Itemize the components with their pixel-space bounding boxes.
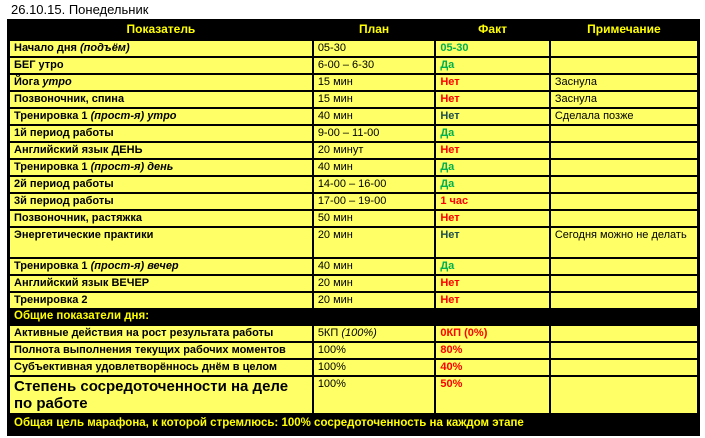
indicator-text: Полнота выполнения текущих рабочих моментов bbox=[14, 343, 286, 356]
table-row bbox=[9, 91, 699, 108]
plan-cell bbox=[313, 74, 436, 91]
note-cell bbox=[550, 210, 699, 227]
plan-cell bbox=[313, 275, 436, 292]
indicator-text: Степень сосредоточенности на деле по работе bbox=[14, 377, 289, 412]
section-row bbox=[9, 309, 699, 325]
indicator-cell bbox=[9, 376, 313, 414]
plan-cell bbox=[313, 91, 436, 108]
fact-cell: Нет bbox=[435, 210, 549, 227]
indicator-text: 2й период работы bbox=[14, 177, 114, 190]
goal-label: Общая цель марафона, к которой стремлюсь: 100% сосредоточенность на каждом этапе bbox=[9, 414, 699, 435]
plan-text: 05-30 bbox=[317, 41, 346, 54]
fact-cell: Нет bbox=[435, 108, 549, 125]
indicator-cell bbox=[9, 275, 313, 292]
plan-text: 100% bbox=[317, 377, 346, 390]
plan-text: 9-00 – 11-00 bbox=[317, 126, 380, 139]
plan-text: 50 мин bbox=[317, 211, 353, 224]
indicator-text: Позвоночник, растяжка bbox=[14, 211, 142, 224]
indicator-cell bbox=[9, 227, 313, 258]
fact-cell: Да bbox=[435, 57, 549, 74]
table-row bbox=[9, 159, 699, 176]
indicator-text: Тренировка 1 bbox=[14, 259, 91, 272]
plan-text: 40 мин bbox=[317, 109, 353, 122]
table-row bbox=[9, 108, 699, 125]
section-label: Общие показатели дня: bbox=[9, 309, 699, 325]
indicator-cell bbox=[9, 176, 313, 193]
table-row bbox=[9, 342, 699, 359]
plan-text: 20 минут bbox=[317, 143, 364, 156]
note-cell bbox=[550, 292, 699, 309]
note-cell bbox=[550, 275, 699, 292]
fact-cell: 0КП (0%) bbox=[435, 325, 549, 342]
table-row bbox=[9, 125, 699, 142]
table-row bbox=[9, 359, 699, 376]
indicator-text: Тренировка 2 bbox=[14, 293, 88, 306]
indicator-cell bbox=[9, 342, 313, 359]
indicator-text: 3й период работы bbox=[14, 194, 114, 207]
col-header-fact: Факт bbox=[435, 21, 549, 40]
indicator-text: Активные действия на рост результата работы bbox=[14, 326, 274, 339]
col-header-plan: План bbox=[313, 21, 436, 40]
plan-text: 20 мин bbox=[317, 293, 353, 306]
note-cell: Сделала позже bbox=[550, 108, 699, 125]
note-cell: Сегодня можно не делать bbox=[550, 227, 699, 258]
indicator-text: БЕГ утро bbox=[14, 58, 64, 71]
plan-cell bbox=[313, 258, 436, 275]
indicator-italic-text: (подъём) bbox=[80, 41, 130, 54]
note-cell bbox=[550, 125, 699, 142]
fact-cell: Нет bbox=[435, 275, 549, 292]
note-cell bbox=[550, 193, 699, 210]
plan-cell bbox=[313, 359, 436, 376]
indicator-cell bbox=[9, 142, 313, 159]
plan-cell bbox=[313, 125, 436, 142]
indicator-italic-text: (прост-я) день bbox=[90, 160, 174, 173]
fact-cell: Да bbox=[435, 125, 549, 142]
plan-text: 100% bbox=[317, 343, 346, 356]
fact-cell: Нет bbox=[435, 227, 549, 258]
table-row bbox=[9, 176, 699, 193]
plan-cell bbox=[313, 176, 436, 193]
indicator-text: Английский язык ВЕЧЕР bbox=[14, 276, 150, 289]
indicator-text: 1й период работы bbox=[14, 126, 114, 139]
page-title: 26.10.15. Понедельник bbox=[11, 2, 149, 17]
table-row bbox=[9, 193, 699, 210]
plan-cell bbox=[313, 376, 436, 414]
note-cell bbox=[550, 142, 699, 159]
indicator-text: Позвоночник, спина bbox=[14, 92, 125, 105]
table-row bbox=[9, 210, 699, 227]
plan-italic-text: (100%) bbox=[341, 326, 377, 339]
table-row bbox=[9, 376, 699, 414]
fact-cell: 05-30 bbox=[435, 40, 549, 57]
plan-cell bbox=[313, 210, 436, 227]
table-header-row bbox=[9, 21, 699, 40]
plan-text: 14-00 – 16-00 bbox=[317, 177, 387, 190]
indicator-text: Тренировка 1 bbox=[14, 109, 91, 122]
fact-cell: Нет bbox=[435, 292, 549, 309]
note-cell bbox=[550, 376, 699, 414]
table-row bbox=[9, 292, 699, 309]
note-cell bbox=[550, 40, 699, 57]
indicator-text: Тренировка 1 bbox=[14, 160, 91, 173]
plan-text: 5КП bbox=[317, 326, 342, 339]
fact-cell: 80% bbox=[435, 342, 549, 359]
indicator-text: Начало дня bbox=[14, 41, 81, 54]
table-row bbox=[9, 57, 699, 74]
note-cell: Заснула bbox=[550, 74, 699, 91]
indicator-cell bbox=[9, 57, 313, 74]
indicator-cell bbox=[9, 292, 313, 309]
plan-text: 100% bbox=[317, 360, 346, 373]
fact-cell: 40% bbox=[435, 359, 549, 376]
indicator-cell bbox=[9, 359, 313, 376]
plan-cell bbox=[313, 159, 436, 176]
col-header-indicator: Показатель bbox=[9, 21, 313, 40]
fact-cell: 1 час bbox=[435, 193, 549, 210]
plan-cell bbox=[313, 142, 436, 159]
plan-cell bbox=[313, 342, 436, 359]
day-table bbox=[7, 19, 700, 436]
goal-row bbox=[9, 414, 699, 435]
table-row bbox=[9, 325, 699, 342]
indicator-cell bbox=[9, 159, 313, 176]
table-row bbox=[9, 227, 699, 258]
note-cell: Заснула bbox=[550, 91, 699, 108]
indicator-cell bbox=[9, 325, 313, 342]
plan-text: 15 мин bbox=[317, 75, 353, 88]
note-cell bbox=[550, 342, 699, 359]
indicator-text: Энергетические практики bbox=[14, 228, 154, 241]
fact-cell: Да bbox=[435, 258, 549, 275]
table-row bbox=[9, 40, 699, 57]
plan-cell bbox=[313, 57, 436, 74]
plan-text: 20 мин bbox=[317, 276, 353, 289]
plan-text: 40 мин bbox=[317, 259, 353, 272]
indicator-cell bbox=[9, 108, 313, 125]
plan-text: 6-00 – 6-30 bbox=[317, 58, 375, 71]
table-row bbox=[9, 275, 699, 292]
fact-cell: Да bbox=[435, 176, 549, 193]
plan-text: 15 мин bbox=[317, 92, 353, 105]
note-cell bbox=[550, 325, 699, 342]
note-cell bbox=[550, 359, 699, 376]
fact-cell: Нет bbox=[435, 142, 549, 159]
indicator-cell bbox=[9, 258, 313, 275]
plan-cell bbox=[313, 325, 436, 342]
indicator-italic-text: (прост-я) утро bbox=[90, 109, 177, 122]
plan-cell bbox=[313, 40, 436, 57]
plan-cell bbox=[313, 227, 436, 258]
plan-text: 17-00 – 19-00 bbox=[317, 194, 387, 207]
table-body bbox=[9, 40, 699, 435]
indicator-cell bbox=[9, 125, 313, 142]
indicator-italic-text: утро bbox=[42, 75, 72, 88]
fact-cell: Нет bbox=[435, 74, 549, 91]
plan-cell bbox=[313, 292, 436, 309]
note-cell bbox=[550, 258, 699, 275]
table-row bbox=[9, 142, 699, 159]
col-header-note: Примечание bbox=[550, 21, 699, 40]
note-cell bbox=[550, 176, 699, 193]
plan-cell bbox=[313, 108, 436, 125]
fact-cell: 50% bbox=[435, 376, 549, 414]
plan-text: 20 мин bbox=[317, 228, 353, 241]
table-row bbox=[9, 258, 699, 275]
plan-cell bbox=[313, 193, 436, 210]
note-cell bbox=[550, 57, 699, 74]
indicator-text: Субъективная удовлетворённось днём в целом bbox=[14, 360, 278, 373]
plan-text: 40 мин bbox=[317, 160, 353, 173]
indicator-cell bbox=[9, 210, 313, 227]
indicator-cell bbox=[9, 74, 313, 91]
note-cell bbox=[550, 159, 699, 176]
indicator-cell bbox=[9, 193, 313, 210]
fact-cell: Да bbox=[435, 159, 549, 176]
indicator-text: Английский язык ДЕНЬ bbox=[14, 143, 143, 156]
table-row bbox=[9, 74, 699, 91]
indicator-text: Йога bbox=[14, 75, 43, 88]
indicator-italic-text: (прост-я) вечер bbox=[90, 259, 179, 272]
indicator-cell bbox=[9, 91, 313, 108]
indicator-cell bbox=[9, 40, 313, 57]
fact-cell: Нет bbox=[435, 91, 549, 108]
